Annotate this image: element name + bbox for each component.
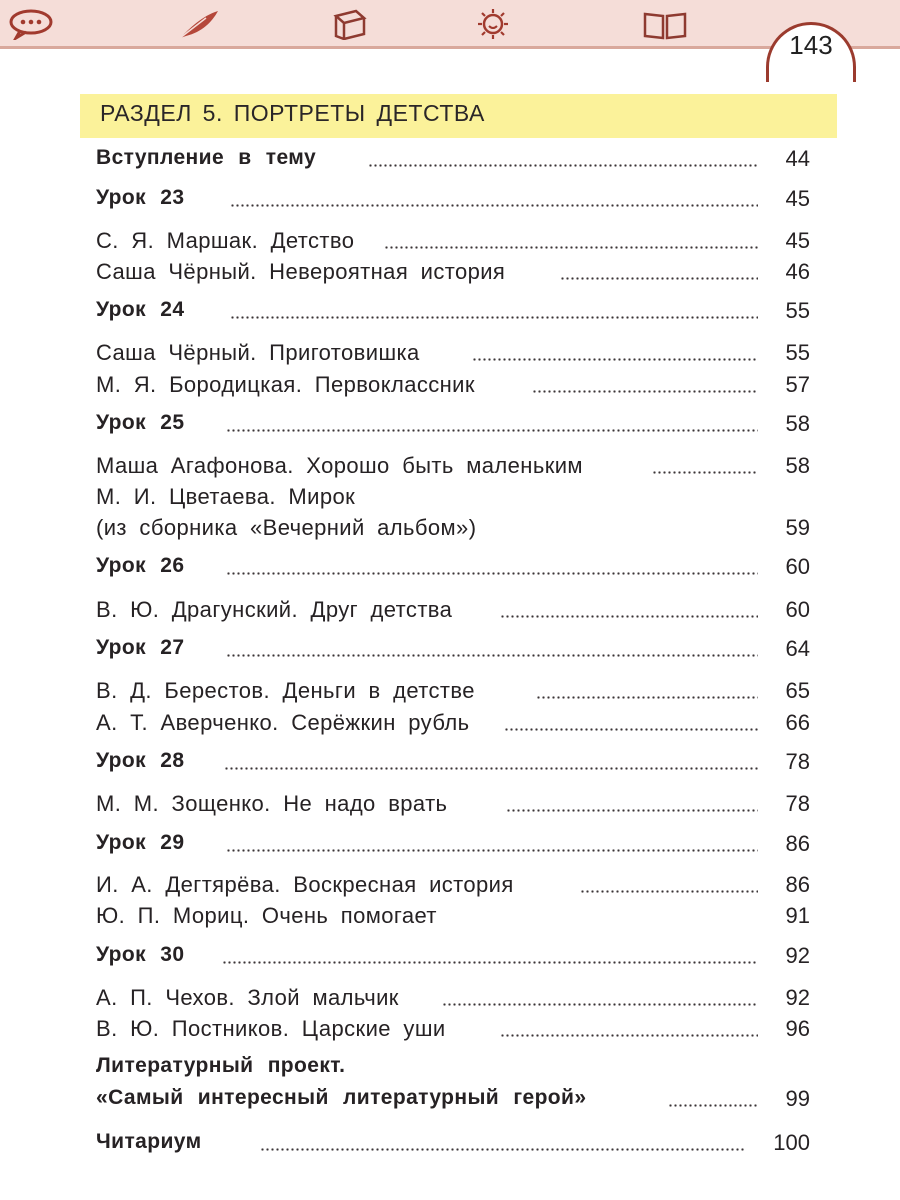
toc-entry — [96, 636, 816, 668]
dot-leader — [230, 316, 758, 319]
section-title: РАЗДЕЛ 5. ПОРТРЕТЫ ДЕТСТВА — [100, 100, 485, 126]
toc-entry — [96, 872, 816, 904]
toc-page-number: 86 — [785, 872, 810, 897]
toc-page-number: 64 — [785, 636, 810, 661]
toc-page-number: 91 — [785, 903, 810, 928]
toc-entry — [96, 515, 816, 547]
toc-page-number: 55 — [785, 340, 810, 365]
dot-leader — [668, 1104, 758, 1107]
toc-page-number: 44 — [785, 146, 810, 171]
toc-entry-title: М. И. Цветаева. Мирок — [96, 484, 356, 509]
dot-leader — [226, 849, 758, 852]
toc-entry — [96, 678, 816, 710]
toc-entry-title: А. П. Чехов. Злой мальчик — [96, 985, 399, 1010]
toc-entry — [96, 411, 816, 443]
toc-entry — [96, 372, 816, 404]
toc-entry — [96, 453, 816, 485]
toc-page-number: 58 — [785, 411, 810, 436]
dot-leader — [226, 654, 758, 657]
toc-page-number: 59 — [785, 515, 810, 540]
toc-page-number: 96 — [785, 1016, 810, 1041]
page-number: 143 — [789, 30, 833, 60]
toc-page-number: 100 — [773, 1130, 810, 1155]
toc-entry — [96, 710, 816, 742]
toc-entry — [96, 186, 816, 218]
toc-entry-title: «Самый интересный литературный герой» — [96, 1086, 587, 1109]
toc-page-number: 86 — [785, 831, 810, 856]
toc-entry-title: Урок 27 — [96, 636, 185, 659]
toc-entry-title: (из сборника «Вечерний альбом») — [96, 515, 477, 540]
toc-page-number: 46 — [785, 259, 810, 284]
toc-entry-title: Ю. П. Мориц. Очень помогает — [96, 903, 437, 928]
toc-page-number: 45 — [785, 228, 810, 253]
toc-entry-title: Маша Агафонова. Хорошо быть маленьким — [96, 453, 583, 478]
toc-entry-title: В. Ю. Драгунский. Друг детства — [96, 597, 453, 622]
toc-page-number: 55 — [785, 298, 810, 323]
toc-page-number: 66 — [785, 710, 810, 735]
dot-leader — [442, 1003, 758, 1006]
dot-leader — [472, 358, 758, 361]
toc-entry-title: М. М. Зощенко. Не надо врать — [96, 791, 448, 816]
dot-leader — [506, 809, 758, 812]
dot-leader — [500, 1034, 758, 1037]
toc-entry-title: Саша Чёрный. Невероятная история — [96, 259, 506, 284]
toc-entry-title: В. Д. Берестов. Деньги в детстве — [96, 678, 475, 703]
toc-entry — [96, 146, 816, 178]
toc-entry — [96, 831, 816, 863]
dot-leader — [226, 572, 758, 575]
toc-entry-title: Вступление в тему — [96, 146, 317, 169]
toc-entry — [96, 228, 816, 260]
toc-page-number: 78 — [785, 749, 810, 774]
toc-entry-title: Саша Чёрный. Приготовишка — [96, 340, 420, 365]
toc-page-number: 58 — [785, 453, 810, 478]
toc-entry — [96, 1086, 816, 1118]
dot-leader — [368, 164, 758, 167]
dot-leader — [560, 277, 758, 280]
toc-entry — [96, 340, 816, 372]
dot-leader — [224, 767, 758, 770]
toc-entry-title: Читариум — [96, 1130, 202, 1153]
toc-entry — [96, 1130, 816, 1162]
toc-page-number: 65 — [785, 678, 810, 703]
toc-page-number: 60 — [785, 554, 810, 579]
toc-entry — [96, 554, 816, 586]
dot-leader — [504, 728, 758, 731]
dot-leader — [500, 615, 758, 618]
toc-entry — [96, 1016, 816, 1048]
toc-entry — [96, 597, 816, 629]
dot-leader — [230, 204, 758, 207]
toc-entry — [96, 903, 816, 935]
toc-page-number: 78 — [785, 791, 810, 816]
toc-entry — [96, 298, 816, 330]
dot-leader — [260, 1148, 744, 1151]
toc-entry-title: Урок 28 — [96, 749, 185, 772]
toc-entry-title: Урок 30 — [96, 943, 185, 966]
toc-entry-title: М. Я. Бородицкая. Первоклассник — [96, 372, 475, 397]
toc-entry — [96, 1054, 816, 1086]
dot-leader — [222, 961, 758, 964]
toc-entry-title: И. А. Дегтярёва. Воскресная история — [96, 872, 514, 897]
toc-page-number: 92 — [785, 943, 810, 968]
toc-entry-title: Урок 24 — [96, 298, 185, 321]
toc-entry — [96, 985, 816, 1017]
toc-entry — [96, 791, 816, 823]
toc-entry — [96, 484, 816, 516]
dot-leader — [536, 696, 758, 699]
toc-entry — [96, 943, 816, 975]
toc-entry-title: Литературный проект. — [96, 1054, 346, 1077]
toc-entry-title: Урок 23 — [96, 186, 185, 209]
dot-leader — [652, 471, 758, 474]
toc-page-number: 45 — [785, 186, 810, 211]
toc-entry — [96, 259, 816, 291]
dot-leader — [226, 429, 758, 432]
toc-page-number: 60 — [785, 597, 810, 622]
toc-page-number: 92 — [785, 985, 810, 1010]
toc-entry-title: Урок 25 — [96, 411, 185, 434]
dot-leader — [384, 246, 758, 249]
toc-entry-title: А. Т. Аверченко. Серёжкин рубль — [96, 710, 470, 735]
dot-leader — [532, 390, 758, 393]
toc-page-number: 99 — [785, 1086, 810, 1111]
dot-leader — [580, 890, 758, 893]
toc-entry — [96, 749, 816, 781]
toc-entry-title: Урок 29 — [96, 831, 185, 854]
toc-entry-title: В. Ю. Постников. Царские уши — [96, 1016, 446, 1041]
toc-entry-title: Урок 26 — [96, 554, 185, 577]
toc-page-number: 57 — [785, 372, 810, 397]
toc-entry-title: С. Я. Маршак. Детство — [96, 228, 355, 253]
